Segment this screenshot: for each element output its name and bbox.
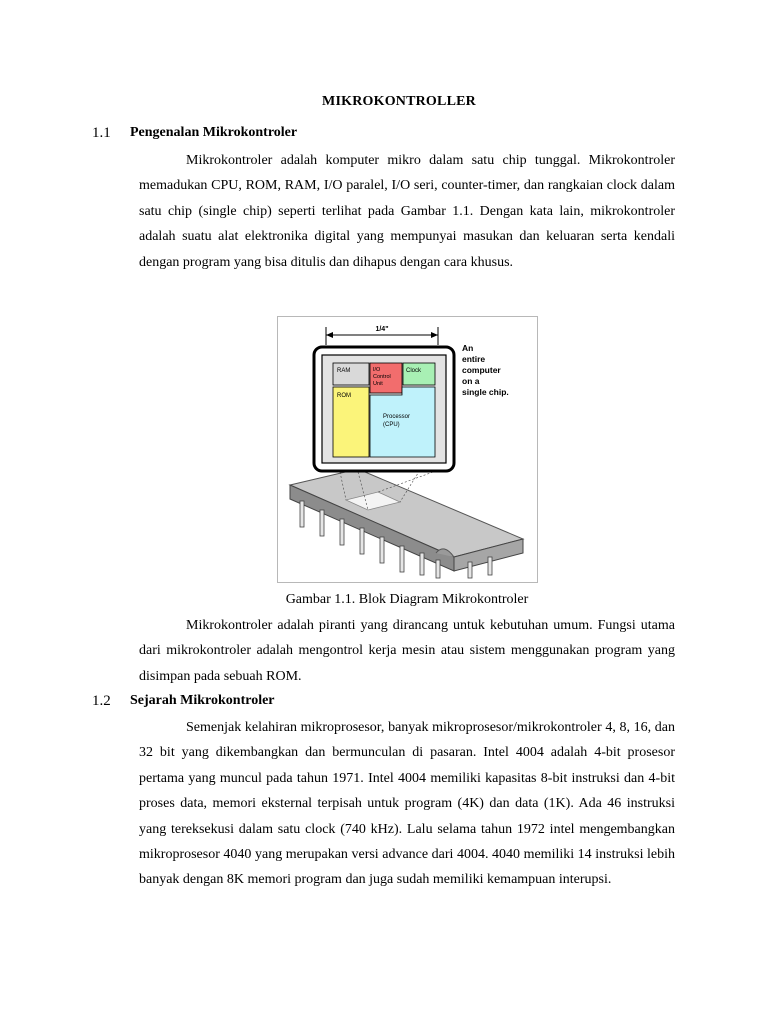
paragraph-after-figure: Mikrokontroler adalah piranti yang dirancang untuk kebutuhan umum. Fungsi utama dari mikrokontroler adalah mengontrol kerja mesin atau sistem menggunakan program yang disimpan pada sebuah ROM. [139,618,675,684]
ram-label: RAM [337,368,351,374]
annotation-line-5: single chip. [462,387,509,397]
section-number: 1.1 [92,125,111,141]
section-title: Pengenalan Mikrokontroler [130,125,298,140]
cpu-block [370,387,435,457]
ram-block [333,363,369,385]
cpu-label-2: (CPU) [383,422,400,428]
microcontroller-diagram [278,317,537,582]
io-label-1: I/O [373,367,381,373]
figure-block-diagram [277,316,538,583]
figure-caption: Gambar 1.1. Blok Diagram Mikrokontroler [285,592,529,607]
io-label-2: Control [373,374,391,380]
paragraph-intro: Mikrokontroler adalah komputer mikro dalam satu chip tunggal. Mikrokontroler memadukan CPU, ROM, RAM, I/O paralel, I/O seri, counter-timer, dan rangkaian clock dalam satu chip (single chip) seperti terlihat pada Gambar 1.1. Dengan kata lain, mikrokontroler adalah suatu alat elektronika digital yang mempunyai masukan dan keluaran serta kendali dengan program yang bisa ditulis dan dihapus dengan cara khusus. [139,153,675,270]
rom-label: ROM [337,393,351,399]
annotation-line-3: computer [462,365,501,375]
clock-block [403,363,435,385]
annotation-line-1: An [462,343,474,353]
section-number: 1.2 [92,693,111,709]
paragraph-history: Semenjak kelahiran mikroprosesor, banyak mikroprosesor/mikrokontroler 4, 8, 16, dan 32 bit yang dikembangkan dan bermunculan di pasaran. Intel 4004 adalah 4-bit prosesor pertama yang muncul pada tahun 1971. Intel 4004 memiliki kapasitas 8-bit instruksi dan 4-bit proses data, memori eksternal terpisah untuk program (4K) dan data (1K). Ada 46 instruksi yang tereksekusi dalam satu clock (740 kHz). Lalu selama tahun 1972 intel mengembangkan mikroprosesor 4040 yang merupakan versi advance dari 4004. 4040 memiliki 14 instruksi lebih banyak dengan 8K memori program dan juga sudah memiliki kemampuan interupsi. [139,720,675,888]
clock-label: Clock [406,368,422,374]
page-title: MIKROKONTROLLER [322,94,476,109]
annotation-line-2: entire [462,354,486,364]
annotation-line-4: on a [462,376,480,386]
dimension-label: 1/4" [375,326,389,333]
section-title: Sejarah Mikrokontroler [130,693,275,708]
io-label-3: Unit [373,381,383,387]
cpu-label-1: Processor [383,414,411,420]
